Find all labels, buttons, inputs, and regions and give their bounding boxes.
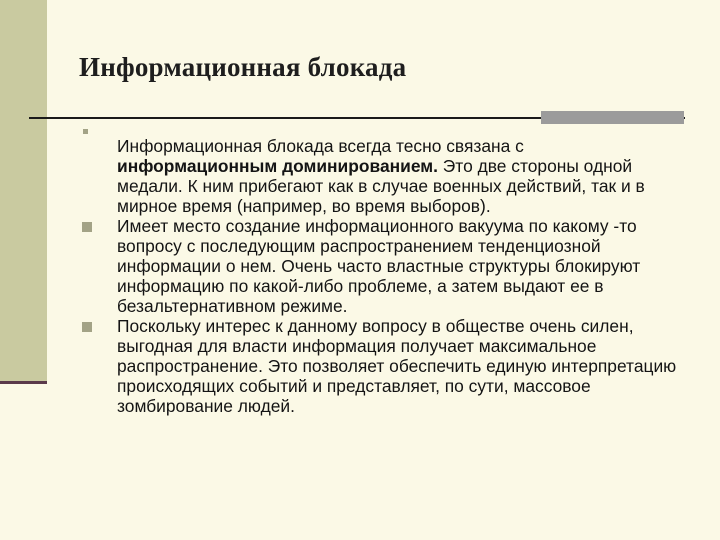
bullet-text-2: Имеет место создание информационного вакуума по какому -то вопросу с последующим распространением тенденциозной информации о нем. Очень часто властные структуры блокируют информацию по какой-либо проблеме, а затем выдают ее в безальтернативном режиме.: [117, 216, 641, 316]
bullet-1-bold-term: информационным доминированием.: [117, 156, 438, 176]
bullet-item-3: [80, 316, 680, 416]
bullet-list: [80, 128, 680, 416]
bullet-text-3: Поскольку интерес к данному вопросу в обществе очень силен, выгодная для власти информация получает максимальное распространение. Это позволяет обеспечить единую интерпретацию происходящих событий и представляет, по сути, массовое зомбирование людей.: [117, 316, 677, 416]
left-band-underline: [0, 381, 47, 384]
bullet-text-1: [117, 128, 680, 216]
bullet-1-text-end: Это две стороны одной медали. К ним прибегают как в случае военных действий, так и в мирное время (например, во время выборов).: [117, 156, 645, 216]
slide-title: Информационная блокада: [79, 52, 407, 82]
left-decorative-band: [0, 0, 47, 384]
title-divider-block: [541, 111, 684, 124]
square-bullet-icon: [83, 129, 88, 134]
bullet-item-1: [80, 128, 680, 216]
bullet-item-2: [80, 216, 680, 316]
square-bullet-icon: [82, 322, 92, 332]
bullet-1-text-start: Информационная блокада всегда тесно связана с: [117, 136, 524, 156]
square-bullet-icon: [82, 222, 92, 232]
